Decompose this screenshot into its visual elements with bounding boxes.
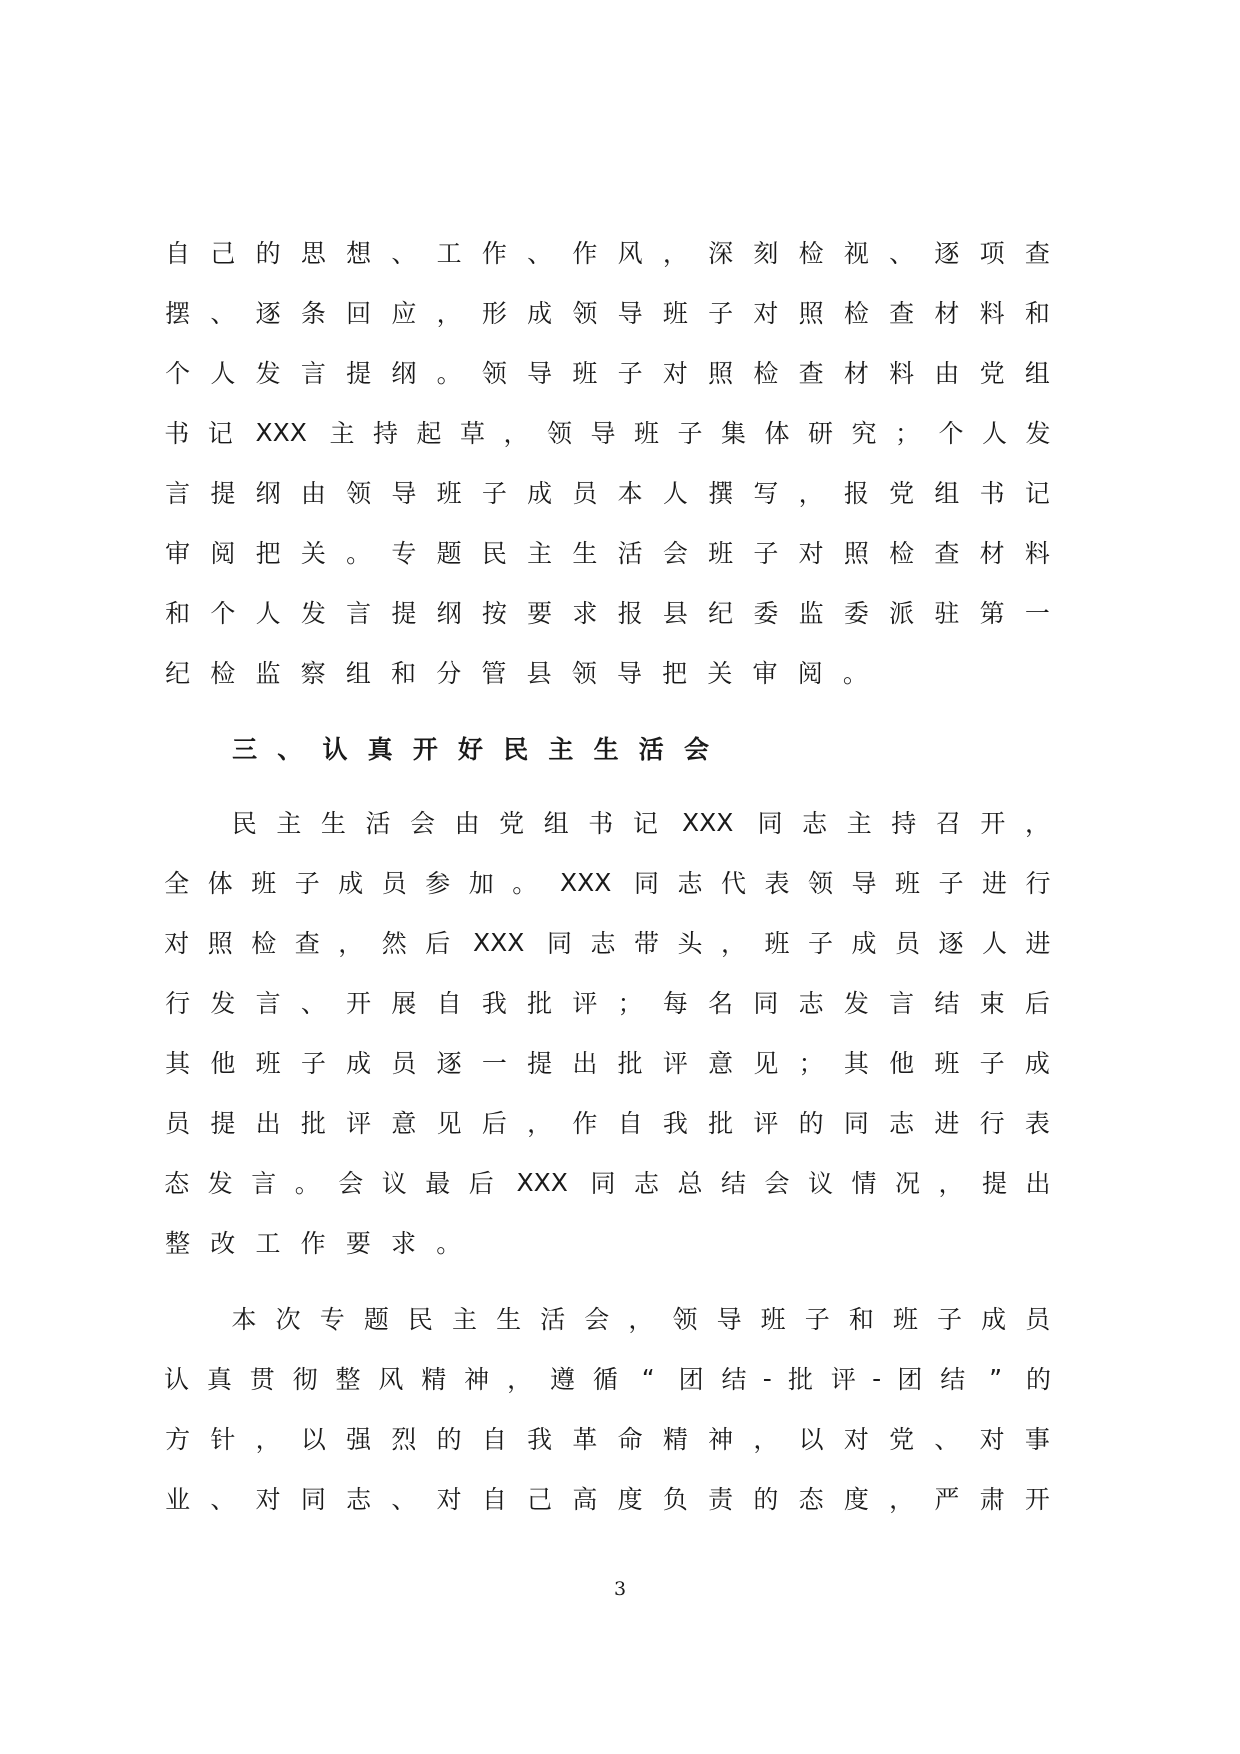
text-line-14: 员 提 出 批 评 意 见 后 ， 作 自 我 批 评 的 同 志 进 行 表 (165, 1109, 1050, 1138)
text-line-12: 行 发 言 、 开 展 自 我 批 评 ； 每 名 同 志 发 言 结 束 后 (165, 989, 1050, 1018)
text-line-5: 言 提 纲 由 领 导 班 子 成 员 本 人 撰 写 ， 报 党 组 书 记 (165, 479, 1050, 508)
text-line-15: 态 发 言 。 会 议 最 后 XXX 同 志 总 结 会 议 情 况 ， 提 出 (164, 1167, 1051, 1198)
text-line-18: 认 真 贯 彻 整 风 精 神 ， 遵 循 “ 团 结 - 批 评 - 团 结 ” 的 (163, 1363, 1052, 1394)
text-line-3: 个 人 发 言 提 纲 。 领 导 班 子 对 照 检 查 材 料 由 党 组 (165, 359, 1050, 388)
text-line-2: 摆 、 逐 条 回 应 ， 形 成 领 导 班 子 对 照 检 查 材 料 和 (165, 299, 1050, 328)
text-line-9: 民 主 生 活 会 由 党 组 书 记 XXX 同 志 主 持 召 开 ， (231, 807, 1050, 838)
text-line-1: 自 己 的 思 想 、 工 作 、 作 风 ， 深 刻 检 视 、 逐 项 查 (165, 239, 1050, 268)
text-line-8: 纪 检 监 察 组 和 分 管 县 领 导 把 关 审 阅 。 (165, 659, 868, 688)
text-line-6: 审 阅 把 关 。 专 题 民 主 生 活 会 班 子 对 照 检 查 材 料 (165, 539, 1050, 568)
text-line-19: 方 针 ， 以 强 烈 的 自 我 革 命 精 神 ， 以 对 党 、 对 事 (165, 1425, 1050, 1454)
text-line-13: 其 他 班 子 成 员 逐 一 提 出 批 评 意 见 ； 其 他 班 子 成 (165, 1049, 1050, 1078)
text-line-11: 对 照 检 查 ， 然 后 XXX 同 志 带 头 ， 班 子 成 员 逐 人 进 (164, 927, 1051, 958)
section-heading: 三 、 认 真 开 好 民 主 生 活 会 (232, 735, 709, 764)
text-line-7: 和 个 人 发 言 提 纲 按 要 求 报 县 纪 委 监 委 派 驻 第 一 (165, 599, 1050, 628)
text-line-20: 业 、 对 同 志 、 对 自 己 高 度 负 责 的 态 度 ， 严 肃 开 (165, 1485, 1050, 1514)
text-line-17: 本 次 专 题 民 主 生 活 会 ， 领 导 班 子 和 班 子 成 员 (231, 1305, 1051, 1334)
text-line-10: 全 体 班 子 成 员 参 加 。 XXX 同 志 代 表 领 导 班 子 进 行 (164, 867, 1051, 898)
page-number: 3 (613, 1578, 627, 1600)
text-line-16: 整 改 工 作 要 求 。 (165, 1229, 462, 1258)
text-line-4: 书 记 XXX 主 持 起 草 ， 领 导 班 子 集 体 研 究 ； 个 人 发 (164, 417, 1051, 448)
